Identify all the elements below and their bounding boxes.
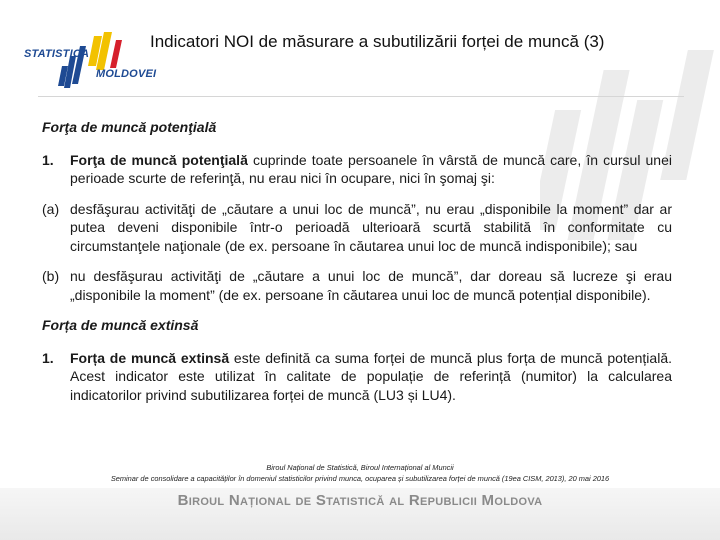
list-marker: 1.: [42, 151, 54, 168]
term-bold: Forța de muncă extinsă: [70, 349, 230, 366]
list-marker: 1.: [42, 349, 54, 366]
list-item-body: nu desfăşurau activităţi de „căutare a unui loc de muncă”, dar doreau să lucreze şi erau „disponibile la moment” (de ex. persoane în căutarea unui loc de muncă potențial disponibile).: [70, 268, 672, 303]
header-divider: [38, 96, 684, 97]
page-title: Indicatori NOI de măsurare a subutilizării forței de muncă (3): [150, 32, 605, 51]
definition-text: este definită ca suma forței de muncă plus forța de muncă potențială. Acest indicator este utilizat în calitate de populație de referință (numitor) la calcularea indicatorilor privind subutilizarea forței de muncă (LU3 și LU4).: [70, 349, 672, 403]
footer-brand: Biroul Național de Statistică al Republicii Moldova: [177, 492, 543, 509]
term-bold: Forţa de muncă potenţială: [70, 151, 248, 168]
logo-text-statistica: STATISTICA: [24, 48, 90, 60]
list-item: [42, 267, 672, 304]
footer-line-1: Biroul Național de Statistică, Biroul Internațional al Muncii: [266, 463, 454, 472]
list-item-body: desfăşurau activităţi de „căutare a unui loc de muncă”, nu erau „disponibile la moment” dar ar putea deveni disponibile într-o perioadă ulterioară scurtă stabilită în conformitate cu circumstanţele naţionale (de ex. persoane în căutarea unui loc de muncă indisponibile); sau: [70, 200, 672, 254]
definition-text: cuprinde toate persoanele în vârstă de muncă care, în cursul unei perioade scurte de referinţă, nu erau nici în ocupare, nici în şomaj şi:: [70, 151, 672, 186]
logo-bars-icon: [20, 26, 160, 96]
statistica-moldovei-logo: [20, 26, 160, 96]
slide-content: [42, 118, 672, 416]
list-item: [42, 349, 672, 405]
footer-line-2: Seminar de consolidare a capacităților în domeniul statisticilor privind munca, ocuparea și subutilizarea forței de muncă (19ea CISM, 2013), 20 mai 2016: [110, 474, 610, 483]
list-item-body: [70, 151, 672, 188]
logo-text-moldovei: MOLDOVEI: [96, 68, 157, 80]
list-item-body: [70, 349, 672, 405]
list-item: [42, 200, 672, 256]
footer-note: [0, 462, 720, 484]
list-marker: (b): [42, 268, 60, 284]
list-item: [42, 151, 672, 188]
section-heading-potential: Forţa de muncă potenţială: [42, 119, 217, 135]
section-heading-extended: Forța de muncă extinsă: [42, 317, 199, 333]
list-marker: (a): [42, 200, 60, 217]
